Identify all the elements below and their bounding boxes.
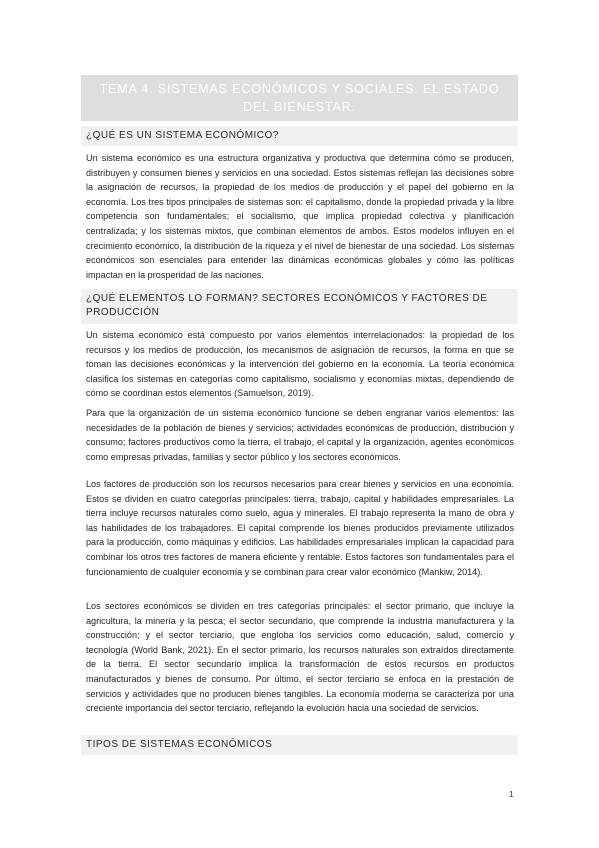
section-heading-que-es: ¿QUÉ ES UN SISTEMA ECONÓMICO? [81,126,518,146]
paragraph-factores: Los factores de producción son los recursos necesarios para crear bienes y servicios en una economía. Estos se dividen en cuatro categorías principales: tierra, trabajo, capital y habilidades empresariales. La tierra incluye recursos naturales como suelo, agua y minerales. El trabajo representa la mano de obra y las habilidades de los trabajadores. El capital comprende los bienes producidos previamente utilizados para la producción, como máquinas y edificios. Las habilidades empresariales implican la capacidad para combinar los otros tres factores de manera eficiente y rentable. Estos factores son fundamentales para el funcionamiento de cualquier economía y se combinan para crear valor económico (Mankiw, 2014). [86,479,514,577]
section-heading-tipos: TIPOS DE SISTEMAS ECONÓMICOS [81,735,518,755]
paragraph-elementos: Un sistema económico está compuesto por varios elementos interrelacionados: la propiedad de los recursos y los medios de producción, los mecanismos de asignación de recursos, la forma en que se toman las decisiones económicas y la intervención del gobierno en la economía. La teoría económica clasifica los sistemas en categorías como capitalismo, socialismo y economías mixtas, dependiendo de cómo se coordinan estos elementos (Samuelson, 2019). [86,330,514,399]
paragraph-definicion: Un sistema económico es una estructura organizativa y productiva que determina cómo se producen, distribuyen y consumen bienes y servicios en una sociedad. Estos sistemas reflejan las decisiones sobre la asignación de recursos, la propiedad de los medios de producción y el papel del gobierno en la economía. Los tres tipos principales de sistemas son: el capitalismo, donde la propiedad privada y la libre competencia son fundamentales; el socialismo, que implica propiedad colectiva y planificación centralizada; y los sistemas mixtos, que combinan elementos de ambos. Estos modelos influyen en el crecimiento económico, la distribución de la riqueza y el nivel de bienestar de una sociedad. Los sistemas económicos son esenciales para entender las dinámicas económicas globales y cómo las políticas impactan en la prosperidad de las naciones. [86,153,514,280]
section-heading-elementos: ¿QUÉ ELEMENTOS LO FORMAN? SECTORES ECONÓMICOS Y FACTORES DE PRODUCCIÓN [81,289,518,324]
paragraph-sectores: Los sectores económicos se dividen en tres categorías principales: el sector primario, que incluye la agricultura, la minería y la pesca; el sector secundario, que comprende la industria manufacturera y la construcción; y el sector terciario, que engloba los servicios como educación, salud, comercio y tecnología (World Bank, 2021). En el sector primario, los recursos naturales son extraídos directamente de la tierra. El sector secundario implica la transformación de estos recursos en productos manufacturados y bienes de consumo. Por último, el sector terciario se enfoca en la prestación de servicios y actividades que no producen bienes tangibles. La economía moderna se caracteriza por una creciente importancia del sector terciario, reflejando la evolución hacia una sociedad de servicios. [86,601,514,714]
page-number: 1 [509,790,514,799]
paragraph-organizacion: Para que la organización de un sistema económico funcione se deben engranar varios elementos: las necesidades de la población de bienes y servicios; actividades económicas de producción, distribución y consumo; factores productivos como la tierra, el trabajo, el capital y la organización, agentes económicos como empresas privadas, familias y sector público y los sectores económicos. [86,408,514,462]
document-title: TEMA 4. SISTEMAS ECONÓMICOS Y SOCIALES. EL ESTADO DEL BIENESTAR. [99,82,500,114]
title-banner [81,75,518,121]
